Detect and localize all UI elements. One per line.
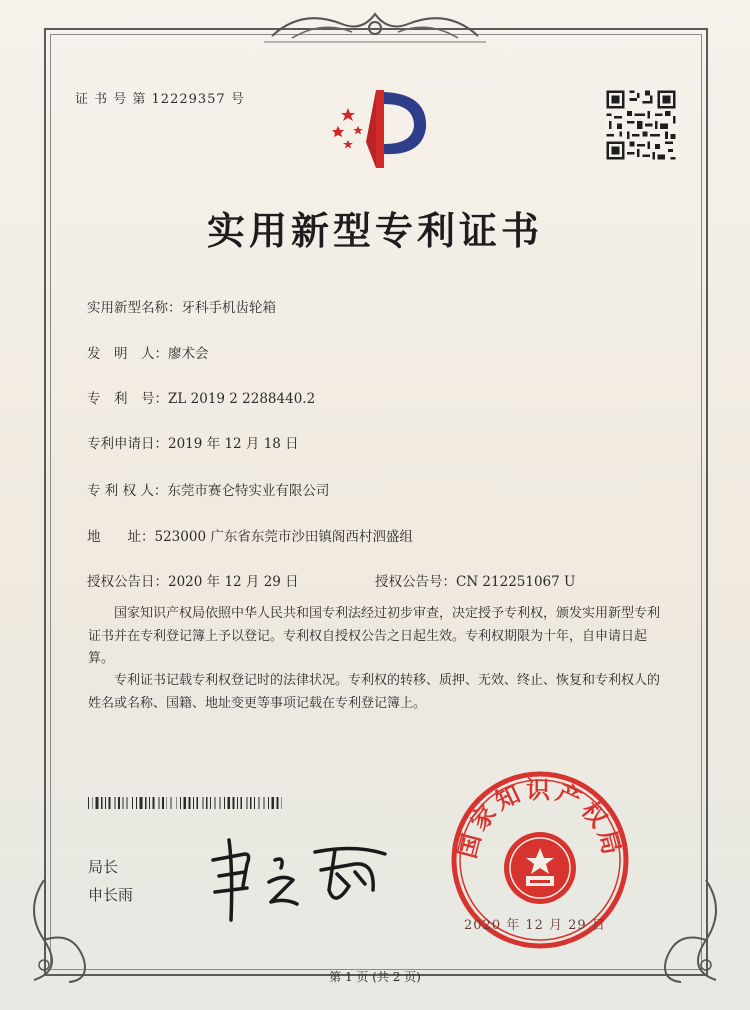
field-filing-date — [87, 432, 299, 452]
top-ornament-icon — [262, 6, 488, 46]
statement-paragraph-1: 国家知识产权局依照中华人民共和国专利法经过初步审查，决定授予专利权，颁发实用新型专利证书并在专利登记簿上予以登记。专利权自授权公告之日起生效。专利权期限为十年，自申请日起算。 — [88, 606, 661, 666]
field-inventor — [87, 342, 209, 362]
field-patent-number — [87, 387, 315, 407]
page-footer: 第 1 页 (共 2 页) — [329, 970, 421, 984]
field-label: 专 利 号： — [87, 391, 168, 407]
field-value: 2019 年 12 月 18 日 — [168, 436, 299, 452]
field-address — [87, 525, 413, 545]
field-label: 专 利 权 人： — [87, 483, 168, 499]
director-title: 局长 — [88, 858, 119, 876]
field-grant-date — [87, 570, 299, 590]
field-label: 授权公告日： — [87, 574, 168, 590]
field-value: 东莞市赛仑特实业有限公司 — [167, 483, 330, 499]
field-label: 实用新型名称： — [87, 300, 182, 316]
certificate-title: 实用新型专利证书 — [206, 208, 543, 253]
director-signature-icon — [205, 830, 395, 930]
field-value: CN 212251067 U — [456, 574, 576, 590]
director-name: 申长雨 — [88, 886, 134, 904]
seal-date: 2020 年 12 月 29 日 — [464, 918, 606, 933]
field-grant-number — [375, 570, 575, 590]
field-value: 廖术会 — [168, 346, 209, 362]
cnipa-emblem-icon — [318, 82, 438, 178]
certificate-number: 证 书 号 第 12229357 号 — [75, 92, 245, 107]
field-label: 发 明 人： — [87, 346, 168, 362]
field-value: 牙科手机齿轮箱 — [181, 300, 276, 316]
field-value: 2020 年 12 月 29 日 — [168, 574, 299, 590]
field-label: 专利申请日： — [87, 436, 168, 452]
field-utility-model-name — [87, 296, 276, 316]
barcode-icon — [88, 797, 286, 809]
field-label: 授权公告号： — [375, 574, 456, 590]
field-label: 地 址： — [87, 529, 155, 545]
statement-paragraph-2: 专利证书记载专利权登记时的法律状况。专利权的转移、质押、无效、终止、恢复和专利权人的姓名或名称、国籍、地址变更等事项记载在专利登记簿上。 — [88, 673, 661, 711]
field-value: 523000 广东省东莞市沙田镇阁西村泗盛组 — [154, 529, 413, 545]
qr-code-icon — [604, 88, 678, 162]
field-patentee — [87, 479, 329, 499]
seal-text: 国家知识产权局 — [453, 776, 627, 862]
field-value: ZL 2019 2 2288440.2 — [168, 391, 316, 407]
